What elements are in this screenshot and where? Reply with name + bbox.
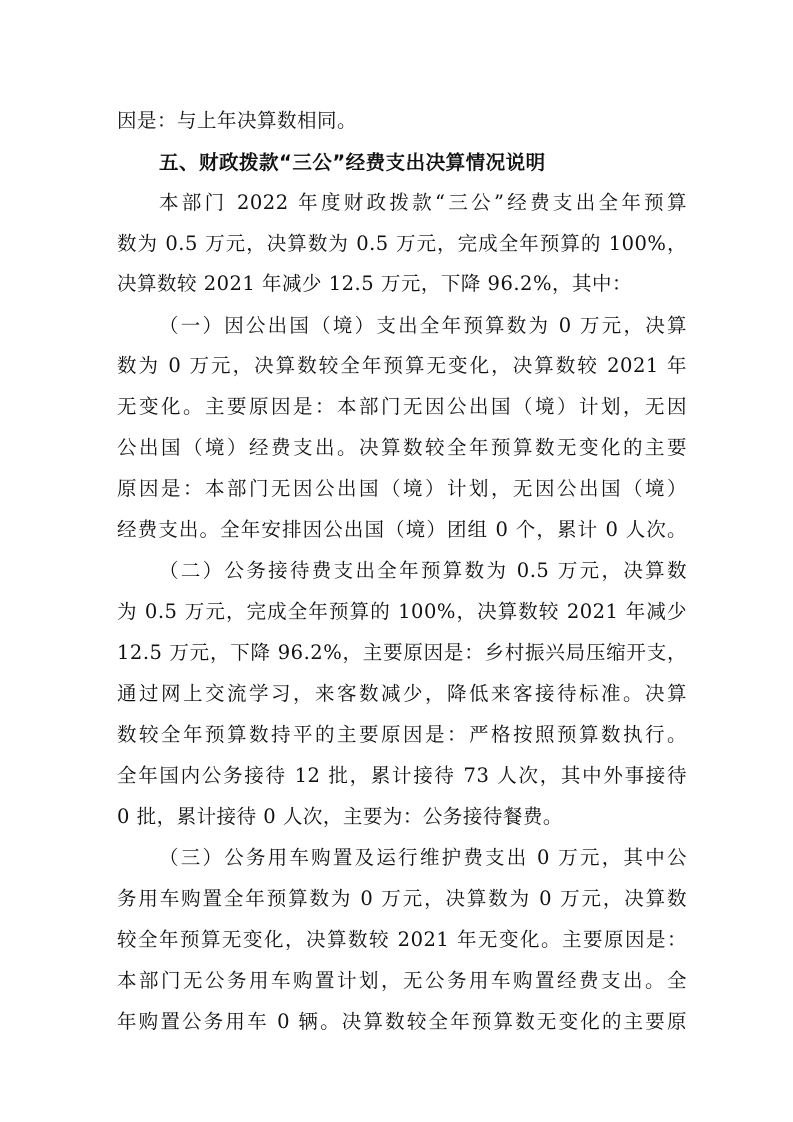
paragraph-line: 较全年预算无变化，决算数较 2021 年无变化。主要原因是： xyxy=(117,928,687,951)
paragraph-line: 因是：与上年决算数相同。 xyxy=(117,109,358,132)
paragraph-line: 为 0.5 万元，完成全年预算的 100%，决算数较 2021 年减少 xyxy=(117,600,687,623)
paragraph-line: 数较全年预算数持平的主要原因是：严格按照预算数执行。 xyxy=(117,723,687,746)
paragraph-line: 本部门无公务用车购置计划，无公务用车购置经费支出。全 xyxy=(117,969,687,992)
paragraph-line: 经费支出。全年安排因公出国（境）团组 0 个，累计 0 人次。 xyxy=(117,518,687,541)
paragraph-line: （三）公务用车购置及运行维护费支出 0 万元，其中公 xyxy=(159,846,687,869)
paragraph-line: 决算数较 2021 年减少 12.5 万元，下降 96.2%，其中： xyxy=(117,272,632,295)
paragraph-line: 0 批，累计接待 0 人次，主要为：公务接待餐费。 xyxy=(117,805,563,828)
paragraph-line: 数为 0 万元，决算数较全年预算无变化，决算数较 2021 年 xyxy=(117,354,687,377)
paragraph-line: （二）公务接待费支出全年预算数为 0.5 万元，决算数 xyxy=(159,559,687,582)
paragraph-line: 通过网上交流学习，来客数减少，降低来客接待标准。决算 xyxy=(117,682,687,705)
paragraph-line: 年购置公务用车 0 辆。决算数较全年预算数无变化的主要原 xyxy=(117,1010,687,1033)
paragraph-line: 原因是：本部门无因公出国（境）计划，无因公出国（境） xyxy=(117,477,687,500)
paragraph-line: 务用车购置全年预算数为 0 万元，决算数为 0 万元，决算数 xyxy=(117,887,687,910)
paragraph-line: 公出国（境）经费支出。决算数较全年预算数无变化的主要 xyxy=(117,436,687,459)
paragraph-line: 本部门 2022 年度财政拨款“三公”经费支出全年预算 xyxy=(159,191,687,214)
paragraph-line: 12.5 万元，下降 96.2%，主要原因是：乡村振兴局压缩开支， xyxy=(117,641,687,664)
paragraph-line: 无变化。主要原因是：本部门无因公出国（境）计划，无因 xyxy=(117,395,687,418)
paragraph-line: 全年国内公务接待 12 批，累计接待 73 人次，其中外事接待 xyxy=(117,764,687,787)
section-heading: 五、财政拨款“三公”经费支出决算情况说明 xyxy=(159,151,546,174)
paragraph-line: （一）因公出国（境）支出全年预算数为 0 万元，决算 xyxy=(159,314,687,337)
paragraph-line: 数为 0.5 万元，决算数为 0.5 万元，完成全年预算的 100%， xyxy=(117,232,687,255)
